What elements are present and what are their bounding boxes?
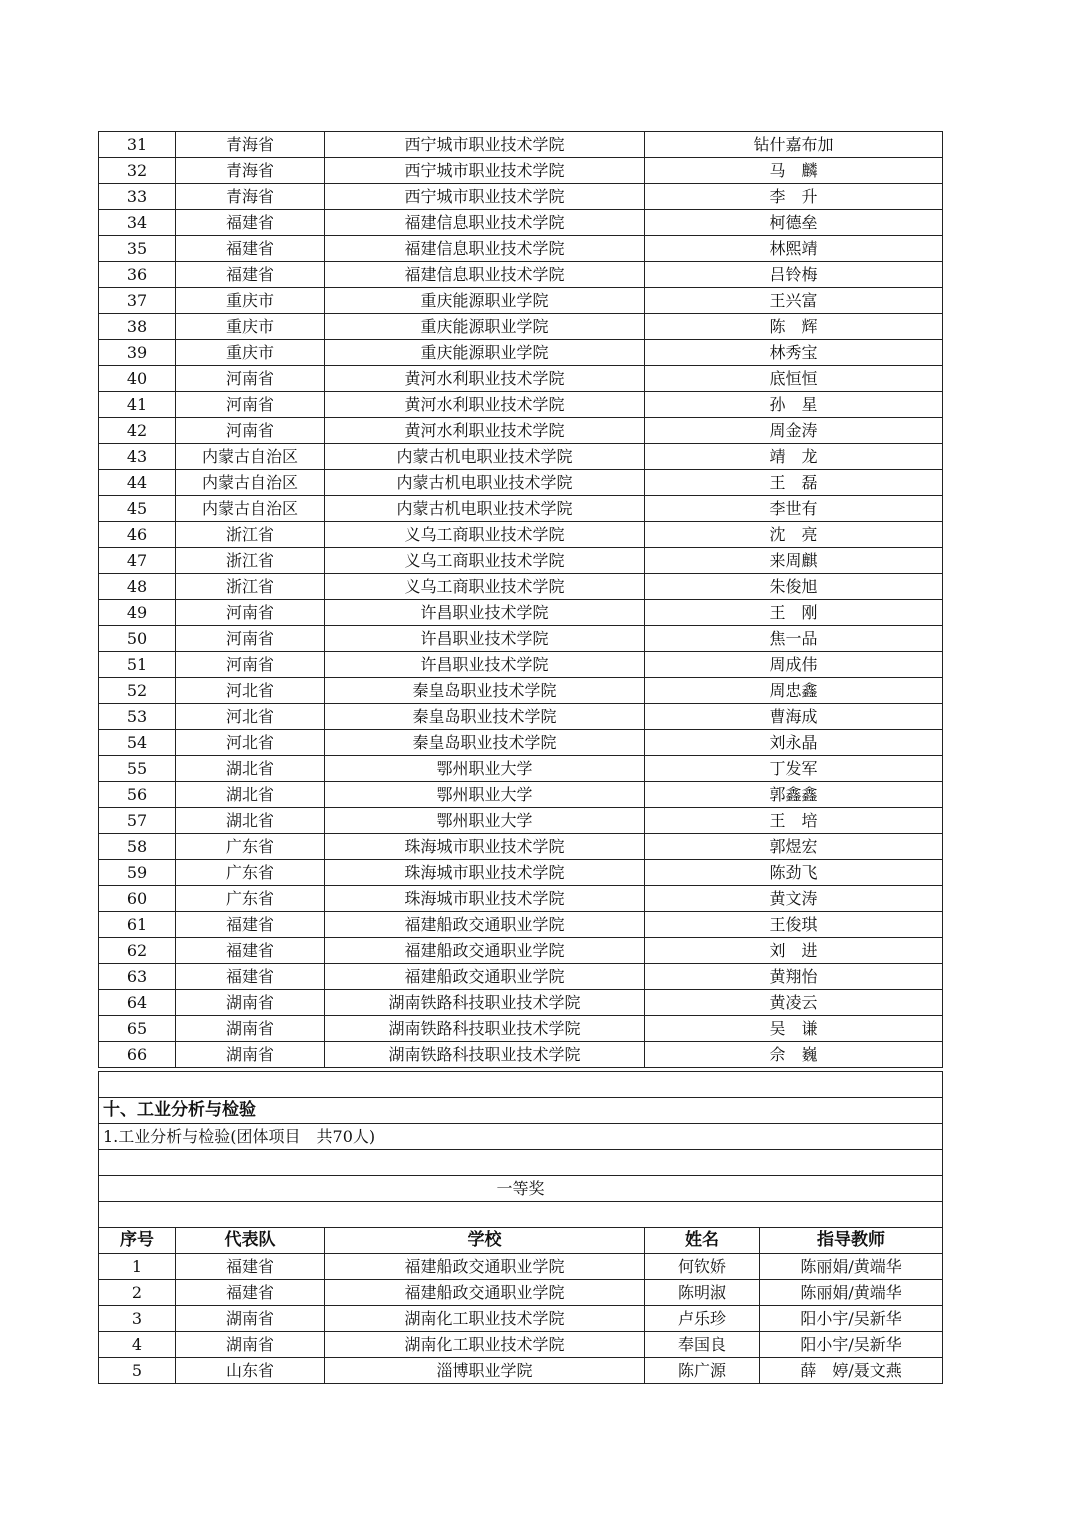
cell-no: 49 xyxy=(99,600,176,626)
table-row xyxy=(99,990,943,1016)
cell-name: 林秀宝 xyxy=(645,340,943,366)
cell-name: 底恒恒 xyxy=(645,366,943,392)
table-row xyxy=(99,1016,943,1042)
cell-team: 浙江省 xyxy=(176,522,325,548)
blank-row xyxy=(99,1072,943,1098)
award-title-row xyxy=(99,1176,943,1202)
cell-team: 福建省 xyxy=(176,964,325,990)
cell-team: 浙江省 xyxy=(176,574,325,600)
cell-team: 湖北省 xyxy=(176,782,325,808)
cell-team: 河南省 xyxy=(176,392,325,418)
table-row xyxy=(99,652,943,678)
header-name: 姓名 xyxy=(645,1228,760,1254)
cell-team: 河南省 xyxy=(176,626,325,652)
cell-school: 内蒙古机电职业技术学院 xyxy=(325,470,645,496)
section-title-row xyxy=(99,1098,943,1124)
cell-name: 柯德垒 xyxy=(645,210,943,236)
cell-school: 义乌工商职业技术学院 xyxy=(325,522,645,548)
cell-school: 珠海城市职业技术学院 xyxy=(325,834,645,860)
cell-name: 李 升 xyxy=(645,184,943,210)
table-row xyxy=(99,158,943,184)
cell-team: 福建省 xyxy=(176,912,325,938)
cell-name: 王俊琪 xyxy=(645,912,943,938)
cell-name: 奉国良 xyxy=(645,1332,760,1358)
table-row xyxy=(99,912,943,938)
table-row xyxy=(99,210,943,236)
cell-name: 黄文涛 xyxy=(645,886,943,912)
table-row xyxy=(99,1306,943,1332)
cell-team: 河北省 xyxy=(176,704,325,730)
cell-no: 50 xyxy=(99,626,176,652)
event-title: 1.工业分析与检验(团体项目 共70人) xyxy=(99,1124,943,1150)
cell-name: 黄翔怡 xyxy=(645,964,943,990)
cell-teacher: 陈丽娟/黄端华 xyxy=(760,1280,943,1306)
cell-name: 王 磊 xyxy=(645,470,943,496)
cell-teacher: 薛 婷/聂文燕 xyxy=(760,1358,943,1384)
cell-school: 湖南铁路科技职业技术学院 xyxy=(325,1042,645,1068)
cell-school: 西宁城市职业技术学院 xyxy=(325,158,645,184)
cell-no: 48 xyxy=(99,574,176,600)
table-row xyxy=(99,1358,943,1384)
cell-team: 福建省 xyxy=(176,210,325,236)
cell-name: 周成伟 xyxy=(645,652,943,678)
cell-name: 陈明淑 xyxy=(645,1280,760,1306)
table-row xyxy=(99,340,943,366)
blank-row xyxy=(99,1150,943,1176)
cell-no: 1 xyxy=(99,1254,176,1280)
cell-name: 郭鑫鑫 xyxy=(645,782,943,808)
cell-no: 3 xyxy=(99,1306,176,1332)
cell-name: 朱俊旭 xyxy=(645,574,943,600)
table-row xyxy=(99,522,943,548)
cell-name: 佘 巍 xyxy=(645,1042,943,1068)
cell-school: 福建船政交通职业学院 xyxy=(325,938,645,964)
event-title-row xyxy=(99,1124,943,1150)
cell-team: 重庆市 xyxy=(176,340,325,366)
cell-name: 卢乐珍 xyxy=(645,1306,760,1332)
table-row xyxy=(99,392,943,418)
cell-name: 孙 星 xyxy=(645,392,943,418)
cell-name: 吴 谦 xyxy=(645,1016,943,1042)
cell-name: 沈 亮 xyxy=(645,522,943,548)
cell-no: 37 xyxy=(99,288,176,314)
cell-name: 周忠鑫 xyxy=(645,678,943,704)
cell-team: 重庆市 xyxy=(176,288,325,314)
cell-team: 广东省 xyxy=(176,886,325,912)
cell-no: 54 xyxy=(99,730,176,756)
cell-school: 湖南铁路科技职业技术学院 xyxy=(325,990,645,1016)
cell-no: 53 xyxy=(99,704,176,730)
cell-teacher: 阳小宇/吴新华 xyxy=(760,1332,943,1358)
header-team: 代表队 xyxy=(176,1228,325,1254)
table-row xyxy=(99,938,943,964)
cell-school: 重庆能源职业学院 xyxy=(325,288,645,314)
section-title: 十、工业分析与检验 xyxy=(99,1098,943,1124)
cell-team: 湖南省 xyxy=(176,1332,325,1358)
cell-name: 丁发军 xyxy=(645,756,943,782)
cell-team: 广东省 xyxy=(176,860,325,886)
table-row xyxy=(99,496,943,522)
cell-teacher: 阳小宇/吴新华 xyxy=(760,1306,943,1332)
cell-school: 许昌职业技术学院 xyxy=(325,626,645,652)
cell-team: 湖南省 xyxy=(176,1306,325,1332)
cell-name: 黄凌云 xyxy=(645,990,943,1016)
table-row xyxy=(99,860,943,886)
cell-team: 湖北省 xyxy=(176,808,325,834)
cell-team: 福建省 xyxy=(176,262,325,288)
cell-name: 靖 龙 xyxy=(645,444,943,470)
cell-no: 59 xyxy=(99,860,176,886)
cell-name: 吕铃梅 xyxy=(645,262,943,288)
cell-school: 义乌工商职业技术学院 xyxy=(325,574,645,600)
cell-school: 湖南化工职业技术学院 xyxy=(325,1306,645,1332)
table-row xyxy=(99,964,943,990)
cell-school: 秦皇岛职业技术学院 xyxy=(325,704,645,730)
cell-no: 46 xyxy=(99,522,176,548)
cell-name: 王 刚 xyxy=(645,600,943,626)
cell-team: 福建省 xyxy=(176,1254,325,1280)
cell-team: 河南省 xyxy=(176,600,325,626)
cell-school: 义乌工商职业技术学院 xyxy=(325,548,645,574)
cell-name: 李世有 xyxy=(645,496,943,522)
header-teacher: 指导教师 xyxy=(760,1228,943,1254)
results-table-body xyxy=(99,132,943,1068)
cell-school: 黄河水利职业技术学院 xyxy=(325,366,645,392)
cell-name: 陈 辉 xyxy=(645,314,943,340)
table-row xyxy=(99,262,943,288)
cell-school: 福建船政交通职业学院 xyxy=(325,1280,645,1306)
cell-no: 36 xyxy=(99,262,176,288)
table-row xyxy=(99,626,943,652)
table-row xyxy=(99,236,943,262)
table-row xyxy=(99,782,943,808)
cell-name: 曹海成 xyxy=(645,704,943,730)
table-row xyxy=(99,574,943,600)
cell-team: 湖北省 xyxy=(176,756,325,782)
cell-team: 青海省 xyxy=(176,158,325,184)
cell-school: 许昌职业技术学院 xyxy=(325,600,645,626)
cell-school: 秦皇岛职业技术学院 xyxy=(325,678,645,704)
table-row xyxy=(99,678,943,704)
cell-team: 湖南省 xyxy=(176,1042,325,1068)
cell-school: 福建船政交通职业学院 xyxy=(325,912,645,938)
header-school: 学校 xyxy=(325,1228,645,1254)
cell-no: 62 xyxy=(99,938,176,964)
cell-team: 河南省 xyxy=(176,652,325,678)
cell-team: 河南省 xyxy=(176,366,325,392)
cell-team: 浙江省 xyxy=(176,548,325,574)
table-row xyxy=(99,1280,943,1306)
cell-team: 重庆市 xyxy=(176,314,325,340)
cell-school: 鄂州职业大学 xyxy=(325,808,645,834)
cell-no: 31 xyxy=(99,132,176,158)
table-row xyxy=(99,418,943,444)
cell-no: 51 xyxy=(99,652,176,678)
cell-team: 山东省 xyxy=(176,1358,325,1384)
table-row xyxy=(99,314,943,340)
cell-team: 内蒙古自治区 xyxy=(176,496,325,522)
cell-name: 刘永晶 xyxy=(645,730,943,756)
cell-no: 4 xyxy=(99,1332,176,1358)
cell-name: 王 培 xyxy=(645,808,943,834)
cell-name: 郭煜宏 xyxy=(645,834,943,860)
cell-team: 青海省 xyxy=(176,184,325,210)
cell-school: 西宁城市职业技术学院 xyxy=(325,132,645,158)
cell-school: 内蒙古机电职业技术学院 xyxy=(325,496,645,522)
table-row xyxy=(99,808,943,834)
cell-no: 38 xyxy=(99,314,176,340)
cell-no: 33 xyxy=(99,184,176,210)
cell-name: 王兴富 xyxy=(645,288,943,314)
table-row xyxy=(99,1332,943,1358)
cell-school: 珠海城市职业技术学院 xyxy=(325,860,645,886)
cell-name: 周金涛 xyxy=(645,418,943,444)
cell-no: 65 xyxy=(99,1016,176,1042)
cell-no: 47 xyxy=(99,548,176,574)
cell-no: 45 xyxy=(99,496,176,522)
cell-name: 陈劲飞 xyxy=(645,860,943,886)
table-row xyxy=(99,834,943,860)
cell-school: 内蒙古机电职业技术学院 xyxy=(325,444,645,470)
cell-team: 福建省 xyxy=(176,236,325,262)
cell-no: 56 xyxy=(99,782,176,808)
table-row xyxy=(99,600,943,626)
cell-school: 福建船政交通职业学院 xyxy=(325,964,645,990)
cell-name: 焦一品 xyxy=(645,626,943,652)
cell-school: 福建船政交通职业学院 xyxy=(325,1254,645,1280)
cell-school: 珠海城市职业技术学院 xyxy=(325,886,645,912)
cell-no: 34 xyxy=(99,210,176,236)
cell-teacher: 陈丽娟/黄端华 xyxy=(760,1254,943,1280)
cell-school: 福建信息职业技术学院 xyxy=(325,236,645,262)
cell-school: 鄂州职业大学 xyxy=(325,782,645,808)
cell-school: 鄂州职业大学 xyxy=(325,756,645,782)
cell-no: 40 xyxy=(99,366,176,392)
table-row xyxy=(99,132,943,158)
cell-name: 林熙靖 xyxy=(645,236,943,262)
award-title: 一等奖 xyxy=(99,1176,943,1202)
header-row xyxy=(99,1228,943,1254)
cell-name: 钻什嘉布加 xyxy=(645,132,943,158)
cell-team: 广东省 xyxy=(176,834,325,860)
cell-school: 福建信息职业技术学院 xyxy=(325,262,645,288)
cell-team: 青海省 xyxy=(176,132,325,158)
cell-school: 西宁城市职业技术学院 xyxy=(325,184,645,210)
table-row xyxy=(99,730,943,756)
cell-no: 64 xyxy=(99,990,176,1016)
cell-name: 马 麟 xyxy=(645,158,943,184)
cell-no: 43 xyxy=(99,444,176,470)
cell-school: 黄河水利职业技术学院 xyxy=(325,418,645,444)
table-row xyxy=(99,886,943,912)
cell-no: 55 xyxy=(99,756,176,782)
cell-no: 39 xyxy=(99,340,176,366)
cell-school: 秦皇岛职业技术学院 xyxy=(325,730,645,756)
cell-no: 61 xyxy=(99,912,176,938)
award-rows xyxy=(99,1254,943,1384)
table-row xyxy=(99,184,943,210)
table-row xyxy=(99,1042,943,1068)
cell-name: 刘 进 xyxy=(645,938,943,964)
cell-team: 福建省 xyxy=(176,1280,325,1306)
industrial-analysis-table xyxy=(98,1071,943,1384)
cell-no: 42 xyxy=(99,418,176,444)
table-row xyxy=(99,470,943,496)
header-no: 序号 xyxy=(99,1228,176,1254)
cell-no: 44 xyxy=(99,470,176,496)
table-row xyxy=(99,704,943,730)
cell-school: 福建信息职业技术学院 xyxy=(325,210,645,236)
cell-team: 福建省 xyxy=(176,938,325,964)
table-row xyxy=(99,1254,943,1280)
cell-no: 60 xyxy=(99,886,176,912)
cell-no: 66 xyxy=(99,1042,176,1068)
cell-no: 2 xyxy=(99,1280,176,1306)
cell-name: 来周麒 xyxy=(645,548,943,574)
cell-no: 63 xyxy=(99,964,176,990)
cell-school: 重庆能源职业学院 xyxy=(325,314,645,340)
cell-name: 何钦娇 xyxy=(645,1254,760,1280)
cell-team: 河南省 xyxy=(176,418,325,444)
cell-no: 32 xyxy=(99,158,176,184)
cell-team: 河北省 xyxy=(176,678,325,704)
table-row xyxy=(99,366,943,392)
cell-team: 内蒙古自治区 xyxy=(176,470,325,496)
table-row xyxy=(99,288,943,314)
cell-team: 湖南省 xyxy=(176,1016,325,1042)
cell-no: 5 xyxy=(99,1358,176,1384)
table-row xyxy=(99,548,943,574)
cell-no: 58 xyxy=(99,834,176,860)
cell-team: 内蒙古自治区 xyxy=(176,444,325,470)
cell-team: 湖南省 xyxy=(176,990,325,1016)
blank-row xyxy=(99,1202,943,1228)
table-row xyxy=(99,444,943,470)
cell-school: 湖南化工职业技术学院 xyxy=(325,1332,645,1358)
cell-school: 黄河水利职业技术学院 xyxy=(325,392,645,418)
cell-school: 淄博职业学院 xyxy=(325,1358,645,1384)
table-row xyxy=(99,756,943,782)
cell-no: 52 xyxy=(99,678,176,704)
results-table-continued xyxy=(98,131,943,1068)
cell-school: 许昌职业技术学院 xyxy=(325,652,645,678)
cell-team: 河北省 xyxy=(176,730,325,756)
cell-name: 陈广源 xyxy=(645,1358,760,1384)
cell-school: 湖南铁路科技职业技术学院 xyxy=(325,1016,645,1042)
cell-no: 35 xyxy=(99,236,176,262)
cell-no: 41 xyxy=(99,392,176,418)
cell-no: 57 xyxy=(99,808,176,834)
cell-school: 重庆能源职业学院 xyxy=(325,340,645,366)
